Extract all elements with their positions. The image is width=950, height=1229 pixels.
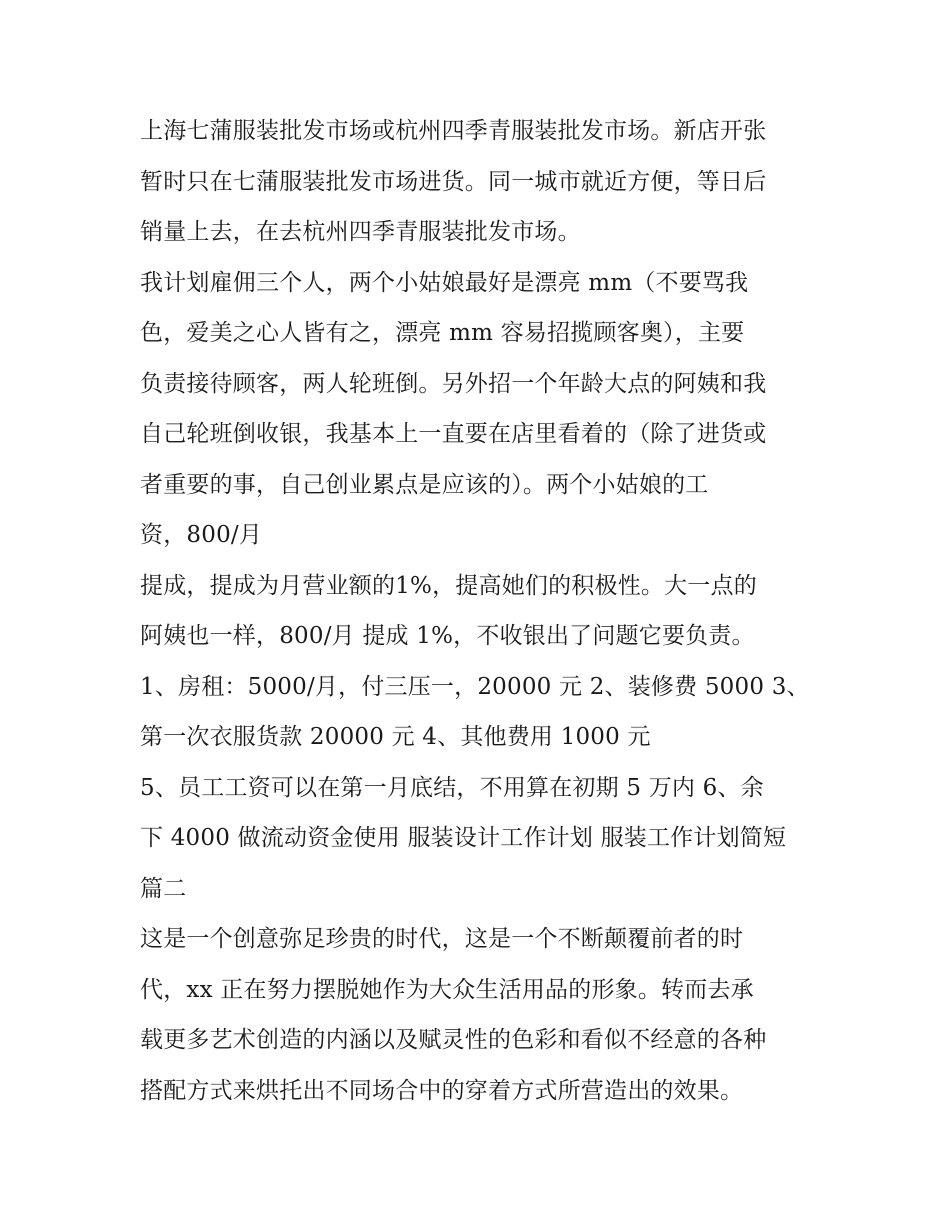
text-line: 第一次衣服货款 20000 元 4、其他费用 1000 元 bbox=[140, 724, 651, 750]
text-line: 下 4000 做流动资金使用 服装设计工作计划 服装工作计划简短 bbox=[140, 825, 787, 851]
text-line: 我计划雇佣三个人，两个小姑娘最好是漂亮 mm（不要骂我 bbox=[140, 269, 749, 296]
text-line: 代，xx 正在努力摆脱她作为大众生活用品的形象。转而去承 bbox=[140, 976, 754, 1003]
text-line: 销量上去，在去杭州四季青服装批发市场。 bbox=[140, 219, 581, 245]
text-line: 1、房租：5000/月，付三压一，20000 元 2、装修费 5000 3、 bbox=[140, 673, 810, 700]
text-line: 载更多艺术创造的内涵以及赋灵性的色彩和看似不经意的各种 bbox=[140, 1027, 767, 1053]
text-line: 自己轮班倒收银，我基本上一直要在店里看着的（除了进货或 bbox=[140, 421, 767, 447]
text-line: 搭配方式来烘托出不同场合中的穿着方式所营造出的效果。 bbox=[140, 1077, 744, 1104]
text-line: 资，800/月 bbox=[140, 522, 263, 548]
text-line: 暂时只在七蒲服装批发市场进货。同一城市就近方便，等日后 bbox=[140, 168, 767, 195]
text-line: 这是一个创意弥足珍贵的时代，这是一个不断颠覆前者的时 bbox=[140, 926, 744, 952]
text-line: 篇二 bbox=[140, 875, 187, 902]
body-text bbox=[140, 106, 830, 1116]
text-line: 阿姨也一样，800/月 提成 1%，不收银出了问题它要负责。 bbox=[140, 623, 755, 649]
text-line: 者重要的事，自己创业累点是应该的）。两个小姑娘的工 bbox=[140, 471, 709, 498]
text-line: 上海七蒲服装批发市场或杭州四季青服装批发市场。新店开张 bbox=[140, 118, 767, 144]
text-line: 色，爱美之心人皆有之，漂亮 mm 容易招揽顾客奥），主要 bbox=[140, 320, 745, 346]
text-line: 提成，提成为月营业额的1%，提高她们的积极性。大一点的 bbox=[140, 572, 757, 599]
text-line: 5、员工工资可以在第一月底结，不用算在初期 5 万内 6、余 bbox=[140, 774, 764, 801]
text-line: 负责接待顾客，两人轮班倒。另外招一个年龄大点的阿姨和我 bbox=[140, 370, 767, 397]
